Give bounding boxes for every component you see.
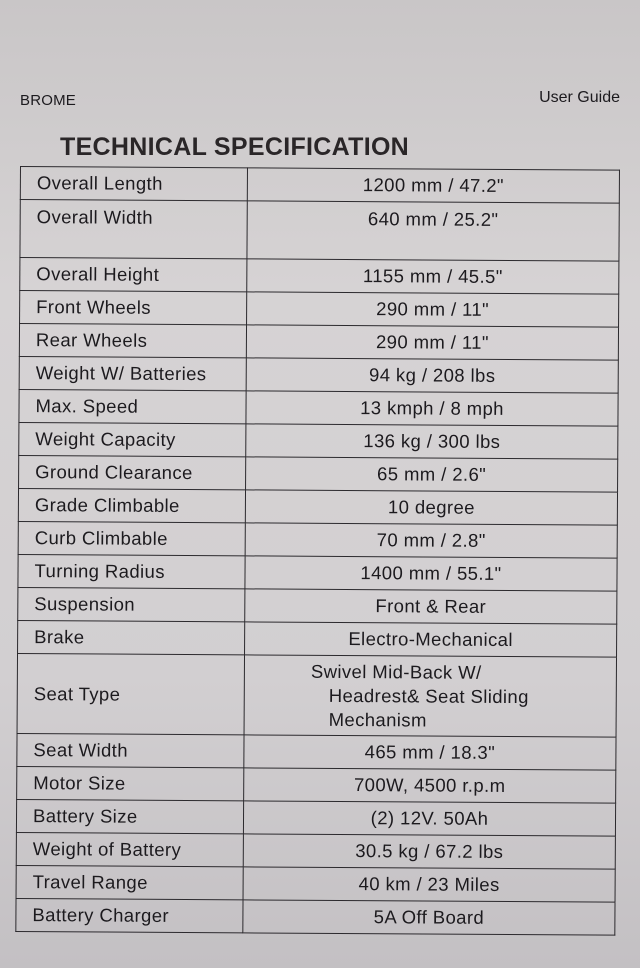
spec-row bbox=[19, 324, 618, 361]
spec-value: 290 mm / 11" bbox=[247, 292, 619, 327]
spec-value: (2) 12V. 50Ah bbox=[243, 801, 615, 836]
spec-label: Weight of Battery bbox=[16, 832, 243, 866]
spec-label: Motor Size bbox=[17, 766, 244, 800]
spec-label: Grade Climbable bbox=[18, 488, 245, 522]
spec-label: Overall Height bbox=[20, 258, 247, 292]
spec-value: 1200 mm / 47.2" bbox=[247, 168, 619, 203]
spec-value-line: Headrest& Seat Sliding bbox=[328, 684, 529, 707]
guide-header: User Guide bbox=[539, 89, 620, 106]
spec-label: Seat Type bbox=[17, 653, 244, 734]
spec-row bbox=[20, 200, 619, 262]
spec-value: 65 mm / 2.6" bbox=[246, 457, 618, 492]
spec-value: 40 km / 23 Miles bbox=[243, 867, 615, 902]
spec-row bbox=[16, 865, 615, 902]
spec-value: 10 degree bbox=[245, 490, 617, 525]
spec-label: Suspension bbox=[18, 587, 245, 621]
spec-row bbox=[16, 898, 615, 935]
spec-value: 70 mm / 2.8" bbox=[245, 523, 617, 558]
spec-row bbox=[18, 488, 617, 525]
spec-label: Rear Wheels bbox=[19, 324, 246, 358]
spec-value: 1155 mm / 45.5" bbox=[247, 259, 619, 294]
spec-value: 94 kg / 208 lbs bbox=[246, 358, 618, 393]
spec-label: Seat Width bbox=[17, 733, 244, 767]
spec-label: Overall Width bbox=[20, 200, 247, 259]
spec-row bbox=[17, 766, 616, 803]
spec-label: Battery Size bbox=[16, 799, 243, 833]
spec-label: Weight Capacity bbox=[19, 422, 246, 456]
spec-row bbox=[18, 620, 617, 657]
spec-row bbox=[17, 653, 616, 737]
spec-value: 640 mm / 25.2" bbox=[247, 201, 619, 261]
spec-label: Turning Radius bbox=[18, 554, 245, 588]
spec-value: 136 kg / 300 lbs bbox=[246, 424, 618, 459]
spec-row bbox=[18, 521, 617, 558]
spec-label: Weight W/ Batteries bbox=[19, 356, 246, 390]
spec-value-multiline bbox=[244, 655, 616, 737]
spec-row bbox=[16, 832, 615, 869]
spec-label: Battery Charger bbox=[16, 898, 243, 932]
spec-value: 30.5 kg / 67.2 lbs bbox=[243, 834, 615, 869]
spec-row bbox=[19, 422, 618, 459]
spec-value: 700W, 4500 r.p.m bbox=[244, 768, 616, 803]
spec-value: Electro-Mechanical bbox=[245, 622, 617, 657]
spec-row bbox=[20, 167, 619, 204]
spec-row bbox=[17, 733, 616, 770]
spec-row bbox=[18, 554, 617, 591]
spec-label: Ground Clearance bbox=[19, 455, 246, 489]
spec-row bbox=[19, 455, 618, 492]
spec-table bbox=[15, 166, 620, 936]
spec-value: 465 mm / 18.3" bbox=[244, 735, 616, 770]
spec-value: 13 kmph / 8 mph bbox=[246, 391, 618, 426]
spec-label: Curb Climbable bbox=[18, 521, 245, 555]
spec-row bbox=[20, 291, 619, 328]
spec-row bbox=[19, 356, 618, 393]
spec-label: Overall Length bbox=[20, 167, 247, 201]
spec-value: Front & Rear bbox=[245, 589, 617, 624]
spec-row bbox=[18, 587, 617, 624]
spec-row bbox=[20, 258, 619, 295]
spec-value: 1400 mm / 55.1" bbox=[245, 556, 617, 591]
spec-label: Brake bbox=[18, 620, 245, 654]
spec-label: Travel Range bbox=[16, 865, 243, 899]
spec-value-line: Mechanism bbox=[328, 708, 427, 730]
spec-row bbox=[16, 799, 615, 836]
spec-value: 290 mm / 11" bbox=[246, 325, 618, 360]
spec-label: Front Wheels bbox=[20, 291, 247, 325]
spec-row bbox=[19, 389, 618, 426]
spec-value: 5A Off Board bbox=[243, 900, 615, 935]
brand-header: BROME bbox=[20, 92, 77, 109]
spec-label: Max. Speed bbox=[19, 389, 246, 423]
page-title: TECHNICAL SPECIFICATION bbox=[60, 133, 410, 161]
spec-value-line: Swivel Mid-Back W/ bbox=[310, 660, 482, 683]
